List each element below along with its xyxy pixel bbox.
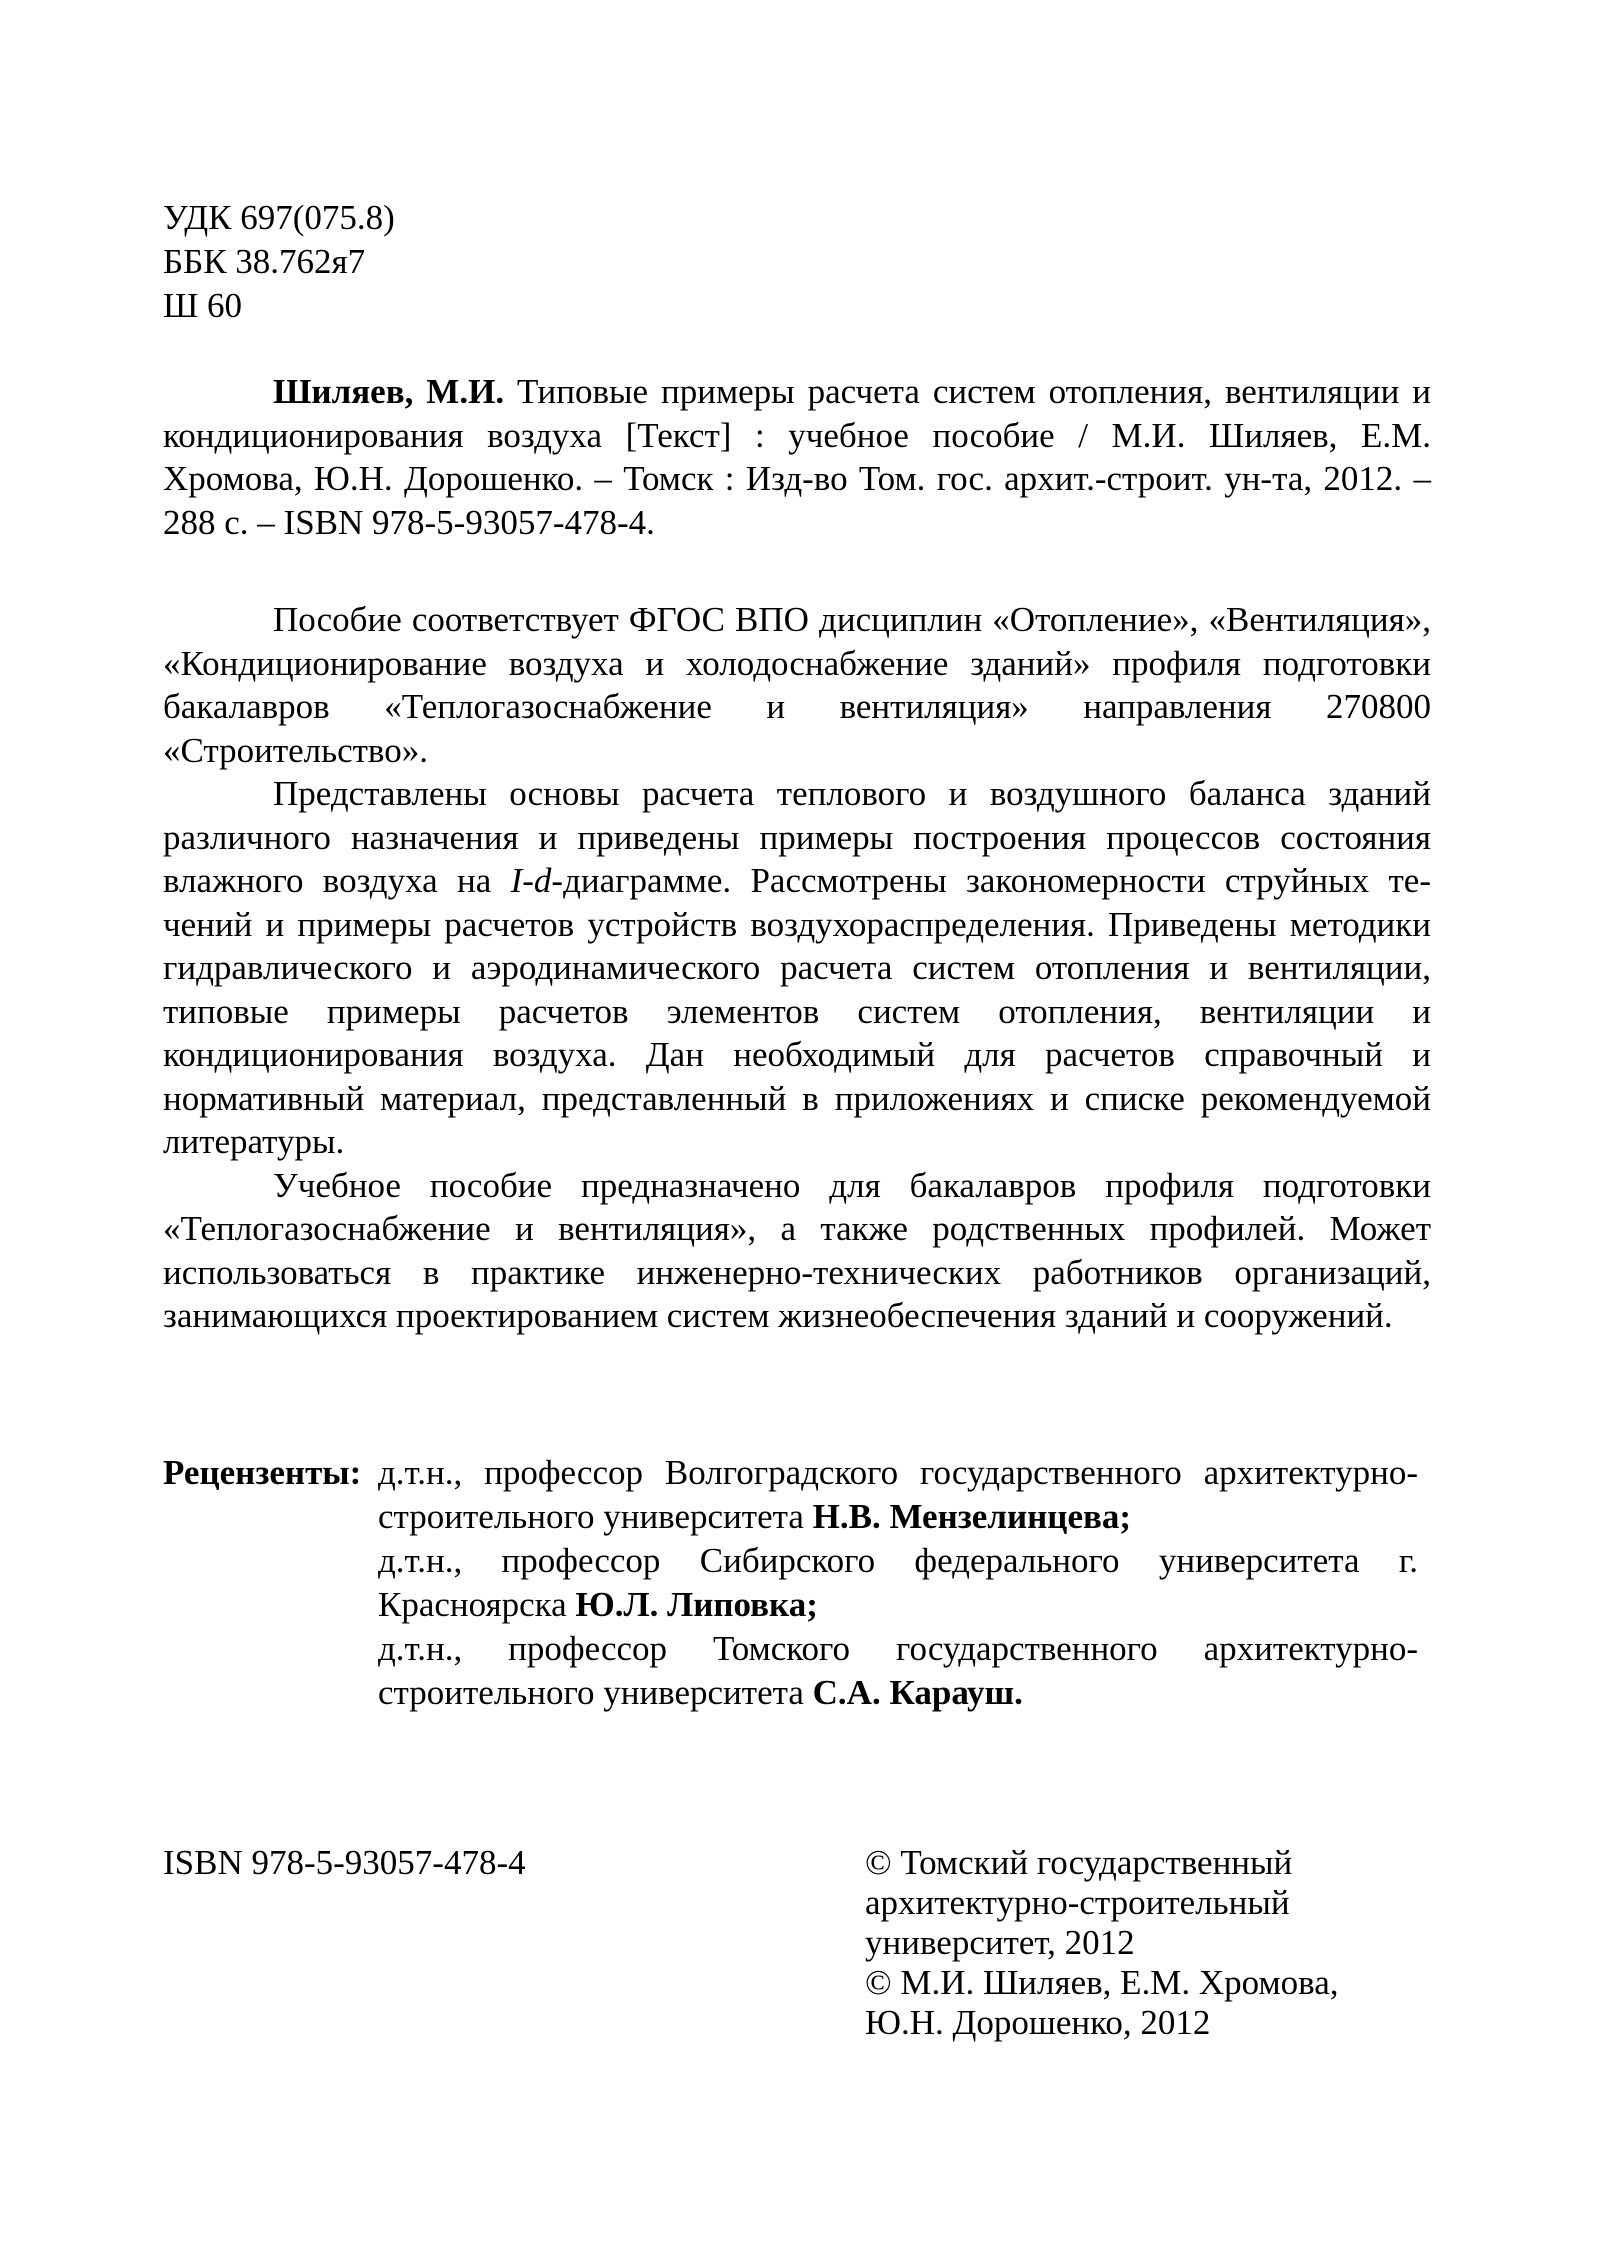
annotation-paragraph-1: Пособие соответствует ФГОС ВПО дисциплин «Отопление», «Вентиляция», «Кондиционирование воздуха и холодоснабжение зданий» профиля подготовки бакалавров «Теплогазоснабжение и вентиляция» направления 270800 «Строительство». (163, 600, 1431, 770)
bibliographic-record (163, 370, 1431, 544)
annotation-paragraph-2-part-1: Представлены основы расчета теплового и воздушного баланса зданий различного назначения и приведены примеры построения процессов состояния влажного воздуха на (163, 774, 1431, 900)
reviewer-3 (378, 1627, 1418, 1714)
reviewer-3-name: С.А. Карауш. (812, 1672, 1023, 1712)
copyright-line-1: © Томский государственный (865, 1843, 1293, 1882)
annotation-paragraph-3: Учебное пособие предназначено для бакалавров профиля подготовки «Теплогазоснабжение и вентиляция», а также родственных профилей. Может использоваться в практике инженерно-технических работников организаций, занимающихся проектированием систем жизнеобеспечения зданий и сооружений. (163, 1165, 1431, 1335)
d-symbol: d (533, 861, 552, 900)
reviewer-2-affiliation: д.т.н., профессор Сибирского федерального университета г. Красноярска (378, 1541, 1418, 1624)
reviewers-list (378, 1451, 1418, 1715)
copyright-notice (865, 1843, 1339, 2043)
bbk-code: ББК 38.762я7 (163, 242, 366, 281)
reviewer-2-name: Ю.Л. Липовка; (575, 1584, 818, 1624)
isbn: ISBN 978-5-93057-478-4 (163, 1843, 526, 1882)
bibliographic-text: Типовые примеры расчета систем отопления, вентиляции и кондиционирования воздуха [Текст] : учебное пособие / М.И. Шиляев, Е.М. Хромова, Ю.Н. Дорошенко. – Томск : Изд-во Том. гос. архит.-строит. ун-та, 2012. – 288 с. – ISBN 978-5-93057-478-4. (163, 372, 1431, 542)
i-symbol: I (510, 861, 523, 900)
reviewer-1 (378, 1451, 1418, 1538)
i-d-dash: - (522, 861, 534, 900)
reviewer-1-name: Н.В. Мензелинцева; (812, 1496, 1132, 1536)
classification-codes (163, 196, 395, 328)
reviewer-3-affiliation: д.т.н., профессор Томского государственного архитектурно-строительного университета (378, 1629, 1418, 1712)
annotation (163, 598, 1431, 1338)
copyright-line-2: архитектурно-строительный (865, 1883, 1290, 1922)
author-heading: Шиляев, М.И. (273, 372, 505, 411)
copyright-line-5: Ю.Н. Дорошенко, 2012 (865, 2003, 1211, 2042)
udk-code: УДК 697(075.8) (163, 198, 395, 237)
author-sign: Ш 60 (163, 286, 243, 325)
reviewers-label: Рецензенты: (163, 1453, 362, 1492)
reviewer-2 (378, 1539, 1418, 1626)
annotation-paragraph-2-part-2: -диаграмме. Рассмотрены закономерности струйных течений и примеры расчетов устройств воздухораспределения. Приведены методики гидравлического и аэродинамического расчета систем отопления и вентиляции, типовые примеры расчетов элементов систем отопления, вентиляции и кондиционирования воздуха. Дан необходимый для расчетов справочный и нормативный материал, представленный в приложениях и списке рекомендуемой литературы. (163, 861, 1431, 1161)
copyright-line-4: © М.И. Шиляев, Е.М. Хромова, (865, 1963, 1339, 2002)
annotation-paragraph-2 (163, 772, 1431, 1164)
reviewer-1-affiliation: д.т.н., профессор Волгоградского государственного архитектурно-строительного университета (378, 1453, 1418, 1536)
copyright-line-3: университет, 2012 (865, 1923, 1135, 1962)
